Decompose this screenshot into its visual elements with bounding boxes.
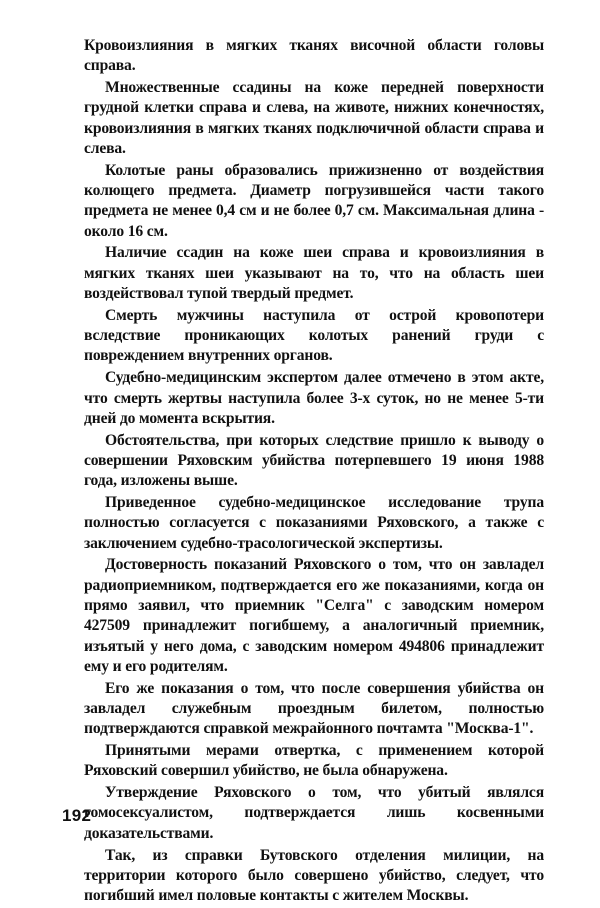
paragraph: Колотые раны образовались прижизненно от воздействия колющего предмета. Диаметр погрузившейся части такого предмета не менее 0,4 см и не более 0,7 см. Максимальная длина - около 16 см. bbox=[84, 161, 544, 240]
body-text bbox=[84, 36, 544, 908]
paragraph: Наличие ссадин на коже шеи справа и кровоизлияния в мягких тканях шеи указывают на то, что на область шеи воздействовал тупой твердый предмет. bbox=[84, 244, 544, 303]
paragraph: Кровоизлияния в мягких тканях височной области головы справа. bbox=[84, 37, 544, 75]
paragraph: Обстоятельства, при которых следствие пришло к выводу о совершении Ряховским убийства потерпевшего 19 июня 1988 года, изложены выше. bbox=[84, 431, 544, 490]
paragraph: Принятыми мерами отвертка, с применением которой Ряховский совершил убийство, не была обнаружена. bbox=[84, 742, 544, 780]
paragraph: Множественные ссадины на коже передней поверхности грудной клетки справа и слева, на животе, нижних конечностях, кровоизлияния в мягких тканях подключичной области справа и слева. bbox=[84, 79, 544, 157]
paragraph: Приведенное судебно-медицинское исследование трупа полностью согласуется с показаниями Ряховского, а также с заключением судебно-трасологической экспертизы. bbox=[84, 494, 544, 552]
paragraph: Утверждение Ряховского о том, что убитый являлся гомосексуалистом, подтверждается лишь косвенными доказательствами. bbox=[84, 784, 544, 842]
paragraph: Так, из справки Бутовского отделения милиции, на территории которого было совершено убийство, следует, что погибший имел половые контакты с жителем Москвы. bbox=[84, 846, 544, 905]
paragraph: Смерть мужчины наступила от острой кровопотери вследствие проникающих колотых ранений груди с повреждением внутренних органов. bbox=[84, 306, 544, 365]
paragraph: Его же показания о том, что после совершения убийства он завладел служебным проездным билетом, полностью подтверждаются справкой межрайонного почтамта "Москва-1". bbox=[84, 679, 544, 738]
page-number: 192 bbox=[62, 806, 92, 825]
paragraph: Судебно-медицинским экспертом далее отмечено в этом акте, что смерть жертвы наступила более 3-х суток, но не менее 5-ти дней до момента вскрытия. bbox=[84, 369, 544, 427]
paragraph: Достоверность показаний Ряховского о том, что он завладел радиоприемником, подтверждается его же показаниями, когда он прямо заявил, что приемник "Селга" с заводским номером 427509 принадлежит погибшему, а аналогичный приемник, изъятый у него дома, с заводским номером 494806 принадлежит ему и его родителям. bbox=[84, 556, 544, 675]
